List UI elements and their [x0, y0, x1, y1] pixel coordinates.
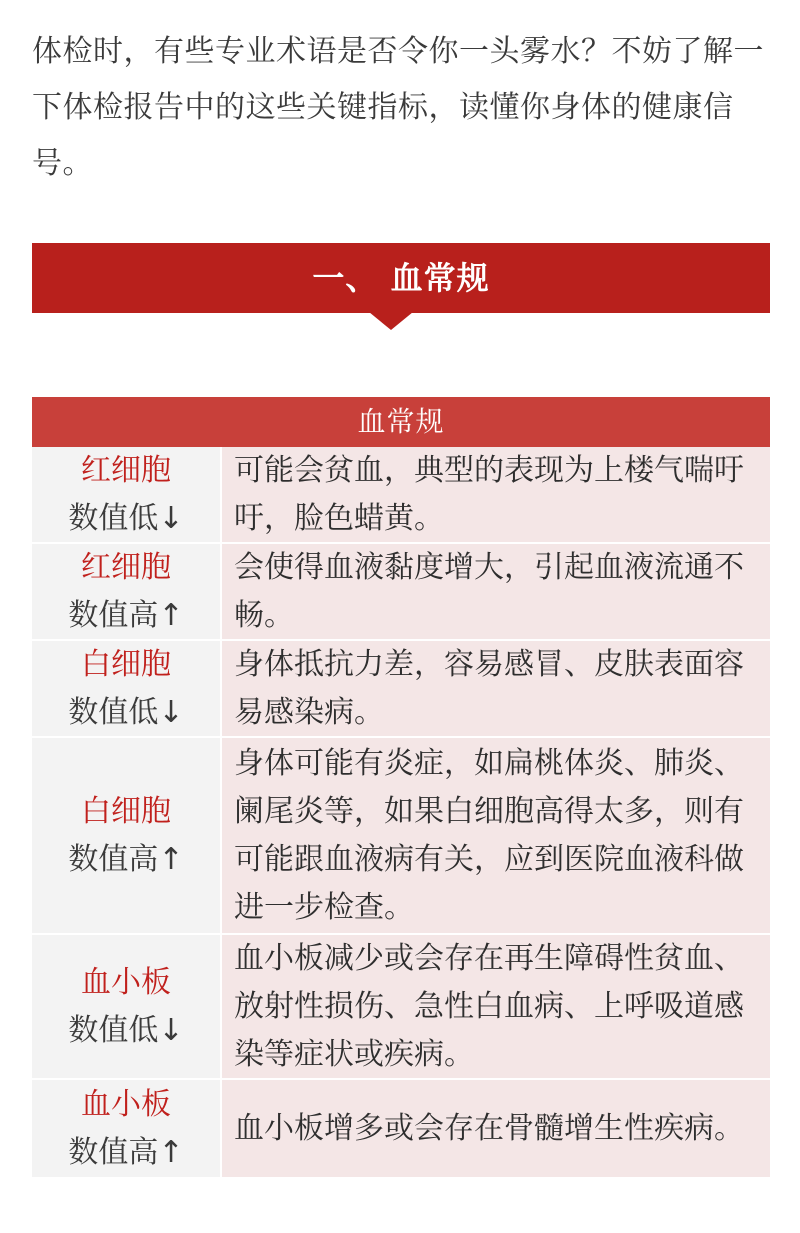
blood-test-table	[32, 397, 770, 1179]
indicator-description: 可能会贫血，典型的表现为上楼气喘吁吁，脸色蜡黄。	[222, 447, 770, 542]
indicator-status: 数值低↓	[68, 694, 184, 730]
indicator-status: 数值高↑	[68, 1134, 184, 1170]
indicator-description: 血小板增多或会存在骨髓增生性疾病。	[222, 1080, 770, 1177]
indicator-status: 数值低↓	[68, 500, 184, 536]
indicator-cell	[32, 544, 222, 639]
indicator-name: 血小板	[81, 964, 171, 1000]
indicator-cell	[32, 641, 222, 736]
indicator-name: 红细胞	[81, 549, 171, 585]
indicator-name: 白细胞	[81, 793, 171, 829]
table-row	[32, 935, 770, 1080]
table-header: 血常规	[32, 397, 770, 447]
indicator-description: 血小板减少或会存在再生障碍性贫血、放射性损伤、急性白血病、上呼吸道感染等症状或疾病。	[222, 935, 770, 1078]
indicator-cell	[32, 738, 222, 933]
indicator-cell	[32, 935, 222, 1078]
indicator-cell	[32, 1080, 222, 1177]
indicator-description: 身体抵抗力差，容易感冒、皮肤表面容易感染病。	[222, 641, 770, 736]
section-title: 一、 血常规	[312, 259, 490, 297]
table-row	[32, 1080, 770, 1179]
table-row	[32, 544, 770, 641]
indicator-description: 身体可能有炎症，如扁桃体炎、肺炎、阑尾炎等，如果白细胞高得太多，则有可能跟血液病有关，应到医院血液科做进一步检查。	[222, 738, 770, 933]
table-row	[32, 641, 770, 738]
indicator-name: 白细胞	[81, 646, 171, 682]
intro-paragraph: 体检时，有些专业术语是否令你一头雾水？不妨了解一下体检报告中的这些关键指标，读懂你身体的健康信号。	[32, 34, 764, 181]
indicator-status: 数值高↑	[68, 841, 184, 877]
indicator-cell	[32, 447, 222, 542]
indicator-name: 红细胞	[81, 452, 171, 488]
table-row	[32, 447, 770, 544]
indicator-description: 会使得血液黏度增大，引起血液流通不畅。	[222, 544, 770, 639]
banner-pointer-icon	[369, 312, 413, 330]
table-row	[32, 738, 770, 935]
section-banner	[32, 243, 770, 313]
indicator-status: 数值高↑	[68, 597, 184, 633]
indicator-name: 血小板	[81, 1086, 171, 1122]
indicator-status: 数值低↓	[68, 1012, 184, 1048]
